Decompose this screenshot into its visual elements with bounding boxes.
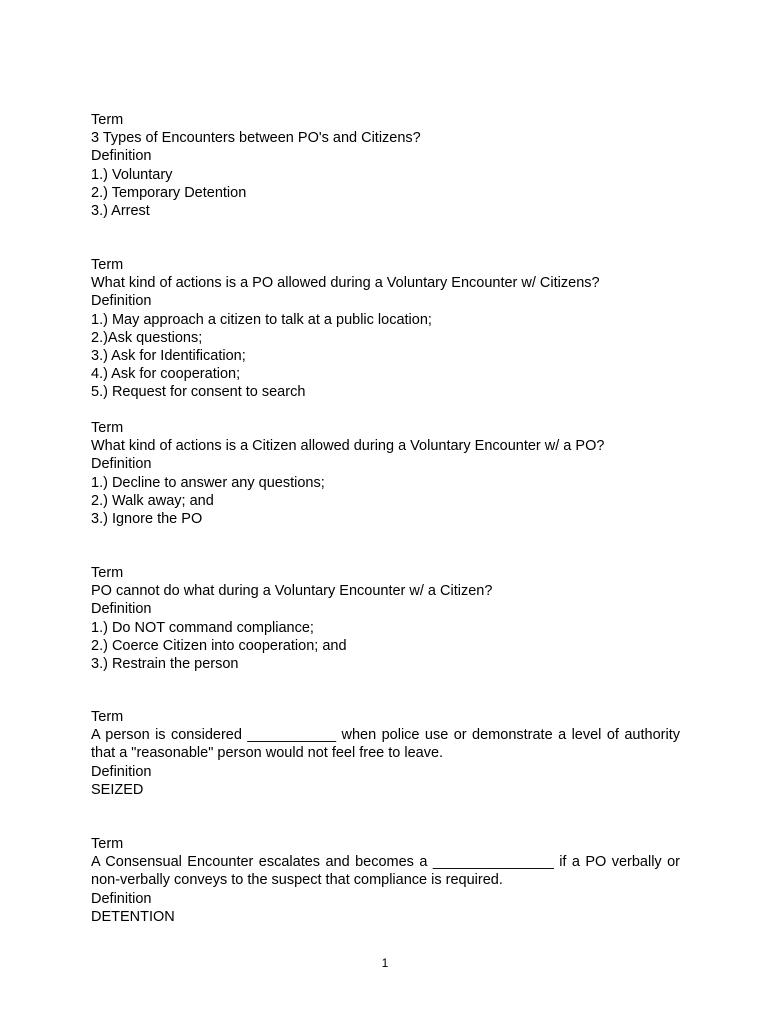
definition-line: DETENTION xyxy=(91,908,175,925)
term-heading: Term xyxy=(91,257,124,273)
definition-line: 1.) Do NOT command compliance; xyxy=(91,619,314,636)
term-text: 3 Types of Encounters between PO's and Citizens? xyxy=(91,130,421,147)
term-text: What kind of actions is a Citizen allowed during a Voluntary Encounter w/ a PO? xyxy=(91,438,605,455)
flashcard-2 xyxy=(91,256,680,402)
definition-line: SEIZED xyxy=(91,781,144,798)
definition-line: 3.) Arrest xyxy=(91,203,150,220)
term-heading: Term xyxy=(91,112,124,128)
definition-line: 2.) Temporary Detention xyxy=(91,184,247,201)
definition-heading: Definition xyxy=(91,456,152,473)
definition-line: 2.)Ask questions; xyxy=(91,329,203,346)
page-number: 1 xyxy=(381,956,389,970)
definition-line: 1.) May approach a citizen to talk at a public location; xyxy=(91,311,432,328)
flashcard-5 xyxy=(91,708,680,799)
term-heading: Term xyxy=(91,420,124,436)
definition-line: 2.) Coerce Citizen into cooperation; and xyxy=(91,637,347,654)
definition-line: 3.) Ask for Identification; xyxy=(91,348,246,365)
definition-line: 4.) Ask for cooperation; xyxy=(91,366,241,383)
definition-heading: Definition xyxy=(91,763,152,780)
definition-heading: Definition xyxy=(91,890,152,907)
definition-line: 3.) Restrain the person xyxy=(91,656,239,673)
definition-line: 1.) Decline to answer any questions; xyxy=(91,474,325,491)
definition-heading: Definition xyxy=(91,293,152,310)
definition-line: 2.) Walk away; and xyxy=(91,492,214,509)
definition-line: 3.) Ignore the PO xyxy=(91,511,203,528)
definition-line: 5.) Request for consent to search xyxy=(91,384,306,401)
flashcard-4 xyxy=(91,564,680,673)
definition-heading: Definition xyxy=(91,148,152,165)
term-text: PO cannot do what during a Voluntary Encounter w/ a Citizen? xyxy=(91,583,493,600)
term-heading: Term xyxy=(91,565,124,581)
flashcard-1 xyxy=(91,111,680,220)
definition-line: 1.) Voluntary xyxy=(91,166,173,183)
term-text: What kind of actions is a PO allowed during a Voluntary Encounter w/ Citizens? xyxy=(91,275,600,292)
flashcard-6 xyxy=(91,835,680,926)
term-text: A Consensual Encounter escalates and becomes a _______________ if a PO verbally or non-verbally conveys to the suspect that compliance is required. xyxy=(91,854,680,889)
term-heading: Term xyxy=(91,709,124,725)
term-heading: Term xyxy=(91,836,124,852)
term-text: A person is considered ___________ when police use or demonstrate a level of authority that a "reasonable" person would not feel free to leave. xyxy=(91,727,680,762)
definition-heading: Definition xyxy=(91,601,152,618)
flashcard-3 xyxy=(91,419,680,528)
